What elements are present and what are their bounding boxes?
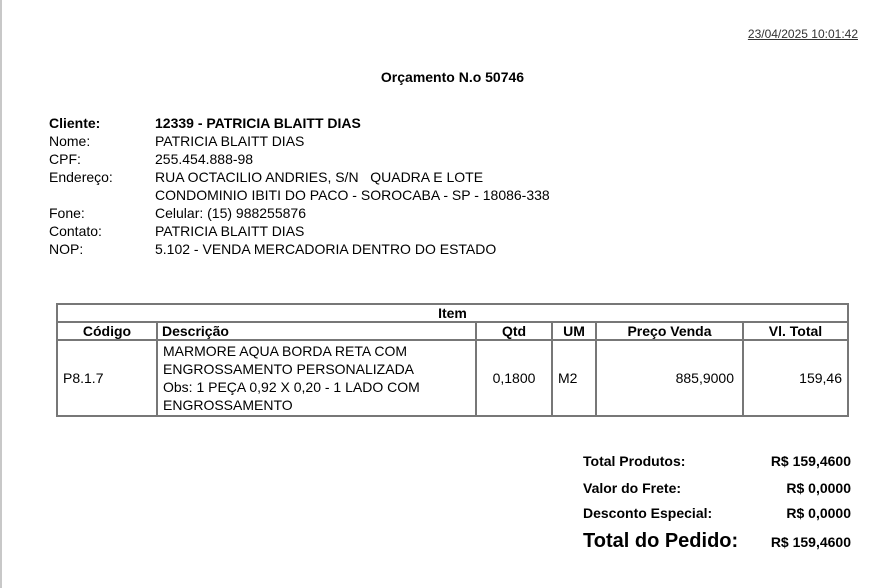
total-produtos-value: R$ 159,4600 [770, 453, 851, 469]
items-group-header: Item [57, 304, 848, 322]
col-header-preco-venda: Preço Venda [596, 322, 743, 340]
total-pedido-row [583, 530, 851, 553]
cell-preco-venda: 885,9000 [596, 340, 743, 416]
fone-value: Celular: (15) 988255876 [155, 205, 306, 221]
fone-row [49, 204, 550, 222]
items-column-header-row [57, 322, 848, 340]
descricao-line: ENGROSSAMENTO PERSONALIZADA [163, 361, 415, 377]
total-produtos-row [583, 452, 851, 480]
cell-vl-total: 159,46 [743, 340, 848, 416]
contato-label: Contato: [49, 223, 102, 239]
desconto-especial-label: Desconto Especial: [583, 505, 713, 521]
endereco-line-1: RUA OCTACILIO ANDRIES, S/N QUADRA E LOTE [155, 169, 484, 185]
desconto-especial-value: R$ 0,0000 [786, 505, 851, 521]
cpf-value: 255.454.888-98 [155, 151, 254, 167]
client-info-block [49, 114, 550, 258]
print-timestamp: 23/04/2025 10:01:42 [747, 27, 858, 41]
cpf-label: CPF: [49, 151, 81, 167]
contato-row [49, 222, 550, 240]
endereco-line-2: CONDOMINIO IBITI DO PACO - SOROCABA - SP - 18086-338 [155, 187, 550, 203]
descricao-obs-line: Obs: 1 PEÇA 0,92 X 0,20 - 1 LADO COM [163, 379, 420, 395]
nome-row [49, 132, 550, 150]
col-header-codigo: Código [57, 322, 157, 340]
valor-frete-value: R$ 0,0000 [786, 480, 851, 496]
client-row [49, 114, 550, 132]
valor-frete-label: Valor do Frete: [583, 480, 682, 496]
cliente-label: Cliente: [49, 115, 101, 131]
cliente-value: 12339 - PATRICIA BLAITT DIAS [155, 115, 361, 131]
document-title: Orçamento N.o 50746 [380, 69, 525, 85]
page-left-edge [0, 0, 2, 588]
endereco-label: Endereço: [49, 169, 113, 185]
cell-qtd: 0,1800 [476, 340, 552, 416]
col-header-vl-total: Vl. Total [743, 322, 848, 340]
contato-value: PATRICIA BLAITT DIAS [155, 223, 305, 239]
valor-frete-row [583, 480, 851, 505]
items-group-header-row [57, 304, 848, 322]
nome-label: Nome: [49, 133, 91, 149]
endereco-row [49, 168, 550, 186]
cell-descricao [157, 340, 476, 416]
fone-label: Fone: [49, 205, 85, 221]
col-header-descricao: Descrição [157, 322, 476, 340]
descricao-obs-line: ENGROSSAMENTO [163, 397, 293, 413]
cell-codigo: P8.1.7 [57, 340, 157, 416]
desconto-especial-row [583, 505, 851, 530]
totals-block [583, 452, 851, 553]
nop-value: 5.102 - VENDA MERCADORIA DENTRO DO ESTADO [155, 241, 497, 257]
endereco-row-2 [49, 186, 550, 204]
cpf-row [49, 150, 550, 168]
nome-value: PATRICIA BLAITT DIAS [155, 133, 305, 149]
items-table [56, 303, 849, 417]
total-pedido-label: Total do Pedido: [583, 530, 739, 552]
nop-label: NOP: [49, 241, 84, 257]
col-header-um: UM [552, 322, 596, 340]
nop-row [49, 240, 550, 258]
col-header-qtd: Qtd [476, 322, 552, 340]
total-pedido-value: R$ 159,4600 [770, 534, 851, 550]
table-row [57, 340, 848, 416]
total-produtos-label: Total Produtos: [583, 453, 686, 469]
descricao-line: MARMORE AQUA BORDA RETA COM [163, 343, 408, 359]
cell-um: M2 [552, 340, 596, 416]
